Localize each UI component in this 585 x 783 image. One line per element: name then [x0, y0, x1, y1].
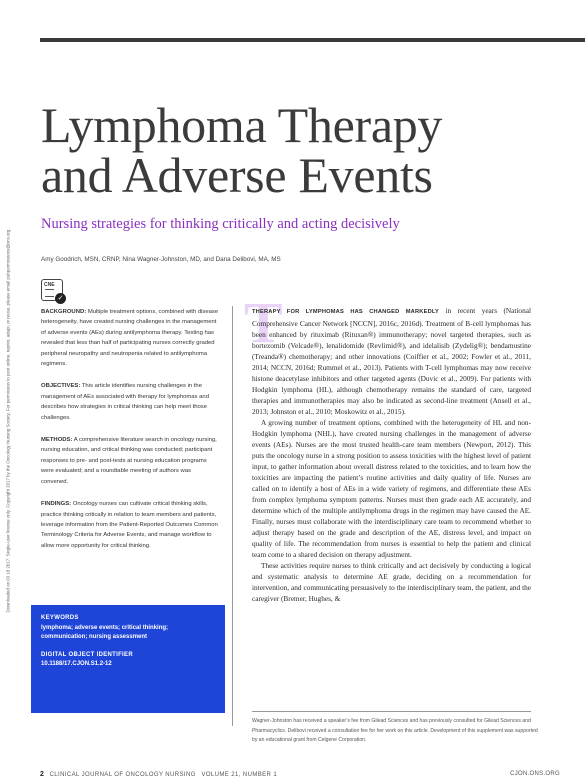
abstract — [41, 307, 219, 563]
article-body — [252, 305, 531, 604]
column-divider — [232, 306, 233, 726]
keywords-heading: KEYWORDS — [41, 615, 79, 621]
abstract-text: A comprehensive literature search in oncology nursing, nursing education, and critical thinking was conducted; participant responses to pre- and post-tests at nursing education programs were evaluated; and a roundtable meeting of authors was convened. — [41, 437, 217, 485]
journal-name: CLINICAL JOURNAL OF ONCOLOGY NURSING — [49, 772, 196, 778]
page-footer — [40, 771, 560, 778]
top-rule — [40, 38, 585, 42]
disclosure-footnote: Wagner-Johnston has received a speaker’s fee from Gilead Sciences and has previously consulted for Gilead Sciences and Pharmacyclics. Delibovi received a consultation fee for her work on this article. Development of this supplement was supported by an educational grant from Celgene Corporation. — [252, 718, 538, 744]
abstract-label: OBJECTIVES: — [41, 383, 81, 390]
doi-link[interactable]: 10.1188/17.CJON.S1.2-12 — [41, 661, 112, 667]
body-paragraph-2: A growing number of treatment options, combined with the heterogeneity of HL and non-Hodgkin lymphoma (NHL), have created nursing challenges in the management of adverse events (AEs). Nurses are the most trusted health-care team members (Newport, 2012). This puts the oncology nurse in a strong position to assess toxicities with the highest level of patient input, to gather information about overall distress related to the toxicities, and to learn how the toxicities are impacting the patient’s routine activities and daily quality of life. Nurses are called on to identify a host of AEs in a wide variety of regimens, and differentiate these AEs from complex lymphoma symptom patterns. Nurses must then grade each AE accurately, and determine which of the multiple antilymphoma drugs in the regimen may have caused the AE. Finally, nurses must collaborate with the interdisciplinary care team to recommend whether to adjust therapy based on the grade and description of the AE, distress level, and impact on quality of life. The recommendation from nurses is essential to help the patient and clinical team come to a shared decision on therapy adjustment. — [252, 418, 531, 559]
cne-icon — [41, 279, 63, 301]
body-paragraph-1 — [252, 305, 531, 417]
page-number: 2 — [40, 771, 44, 778]
abstract-text: Multiple treatment options, combined with disease heterogeneity, have created nursing challenges in the management of adverse events (AEs) during antilymphoma therapy. Testing has revealed that less than half of participating nurses correctly graded peripheral neuropathy and neutropenia related to antilymphoma regimens. — [41, 309, 219, 368]
lead-in: THERAPY FOR LYMPHOMAS HAS CHANGED MARKEDLY — [252, 309, 440, 315]
abstract-objectives — [41, 381, 219, 423]
keywords-box — [31, 605, 225, 713]
footnote-rule — [252, 711, 531, 712]
abstract-methods — [41, 435, 219, 487]
cne-badge-label: CNE — [44, 282, 55, 288]
author-list: Amy Goodrich, MSN, CRNP, Nina Wagner-Johnston, MD, and Dana Delibovi, MA, MS — [41, 256, 281, 263]
abstract-label: BACKGROUND: — [41, 309, 87, 315]
body-paragraph-3: These activities require nurses to think critically and act decisively by conducting a logical and systematic analysis to determine AE grade, deciding on a recommendation for intervention, and communicating persuasively to the interdisciplinary team, the patient, and the caregiver (Bremer, Hughes, & — [252, 561, 531, 603]
volume-info: VOLUME 21, NUMBER 1 — [201, 772, 278, 778]
keywords-text: lymphoma; adverse events; critical thinking; communication; nursing assessment — [41, 624, 169, 640]
title-line-2: and Adverse Events — [41, 147, 433, 203]
paragraph-text: in recent years (National Comprehensive Cancer Network [NCCN], 2016c, 2016d). Treatment of B-cell lymphomas has been enhanced by rituximab (Rituxan®) immunotherapy; novel targeted therapies, such as bortezomib (Velcade®), lenalidomide (Revlimid®), and idelalisib (Zydelig®); bendamustine (Treanda®) chemotherapy; and other innovations (Coiffier et al., 2002; Fowler et al., 2011, 2014; NCCN, 2016d; Rummel et al., 2013). Patients with T-cell lymphomas may now receive histone deacetylase inhibitors and other targeted agents (Duvic et al., 2009). For patients with Hodgkin lymphoma (HL), although chemotherapy remains the standard of care, targeted therapies and immunotherapies may also be indicated as second-line treatment (Ansell et al., 2013; Johnston et al., 2010; Moskowitz et al., 2015). — [252, 306, 531, 416]
abstract-text: Oncology nurses can cultivate critical thinking skills, practice thinking critically in relation to team members and patients, leverage information from the Patient-Reported Outcomes Common Terminology Criteria for Adverse Events, and manage workflow to allow more opportunity for critical thinking. — [41, 501, 218, 549]
cne-lines-icon — [45, 289, 54, 297]
title-line-1: Lymphoma Therapy — [41, 97, 443, 153]
check-icon: ✓ — [55, 293, 66, 304]
copyright-notice: Downloaded on 03 18 2017. Single-user license only. Copyright 2017 by the Oncology Nursing Society. For permission to post online, reprint, adapt, or reuse, please email pubpermissions@ons.org. — [5, 228, 11, 613]
drop-cap: T — [244, 290, 283, 355]
article-title — [41, 97, 443, 203]
abstract-background — [41, 307, 219, 369]
abstract-text: This article identifies nursing challenges in the management of AEs associated with therapy for lymphomas and describes how strategies in critical thinking can help meet those challenges. — [41, 383, 209, 421]
journal-url[interactable]: CJON.ONS.ORG — [510, 771, 560, 777]
sidebar-notice — [0, 100, 18, 620]
abstract-label: METHODS: — [41, 437, 73, 444]
abstract-label: FINDINGS: — [41, 501, 72, 508]
doi-heading: DIGITAL OBJECT IDENTIFIER — [41, 651, 133, 658]
abstract-findings — [41, 499, 219, 551]
article-subtitle: Nursing strategies for thinking critically and acting decisively — [41, 216, 400, 232]
